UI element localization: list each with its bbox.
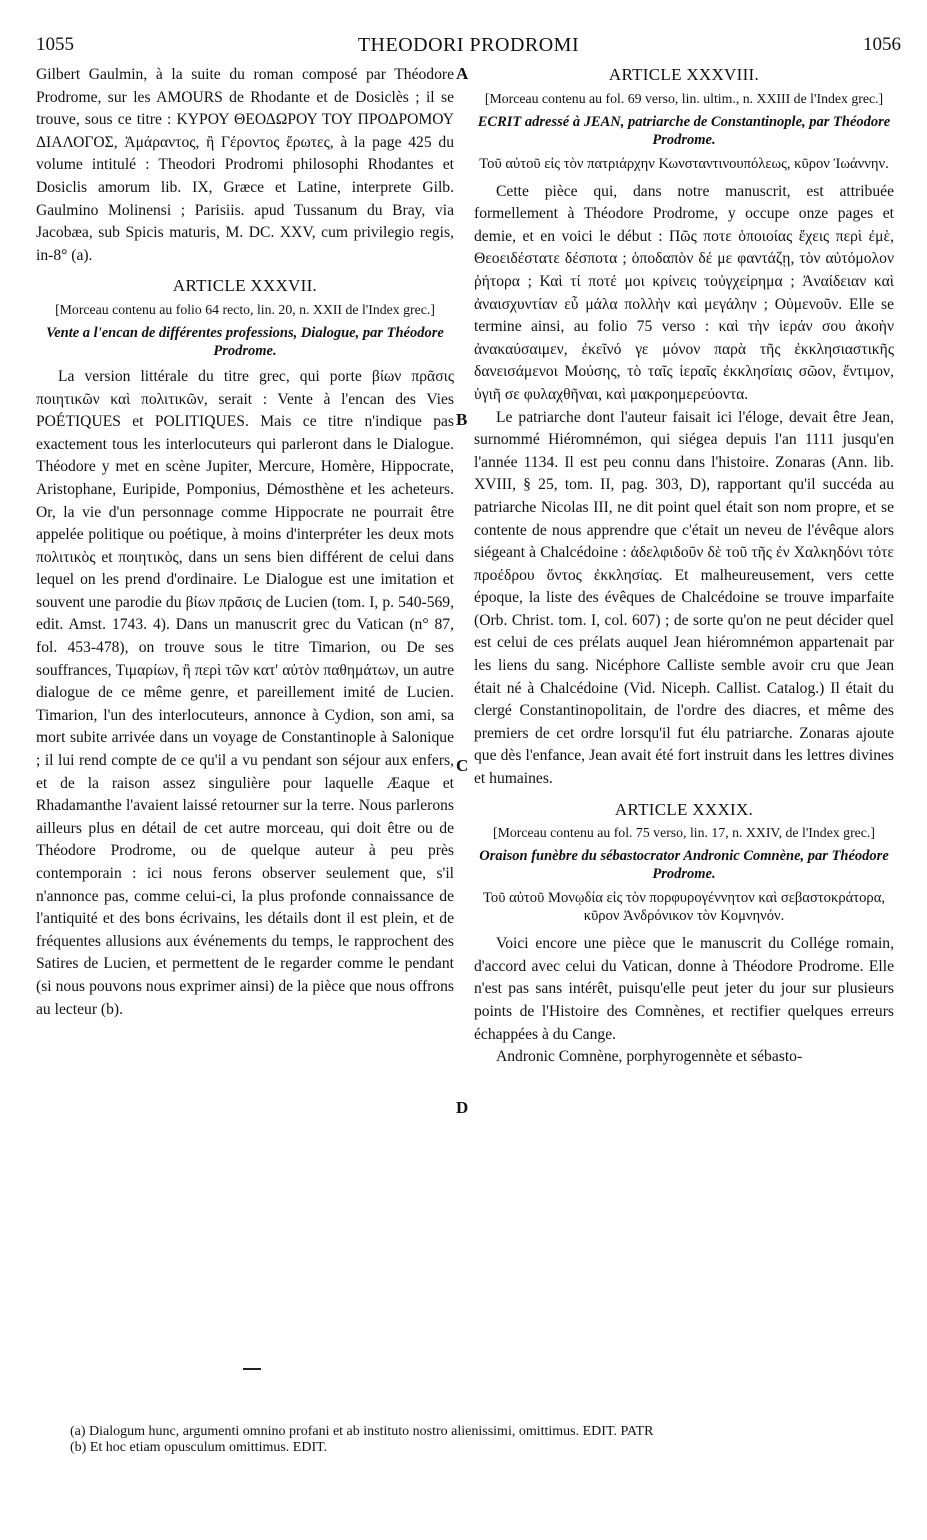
- article-38-paragraph-1: Cette pièce qui, dans notre manuscrit, est attribuée formellement à Théodore Prodrome, y occupe onze pages et demie, et en voici le début : Πῶς ποτε ὁποιοίας ἔχεις περὶ ἐμὲ, Θεοειδέστατε δέσποτα ; ὁποδαπὸν δέ με φαντάζῃ, τὸν αὐτόμολον ῥήτορα ; Καὶ τί ποτέ μοι κρίνεις τοὐγχείρημα ; Ἀναίδειαν καὶ ἀναισχυντίαν εὖ μάλα πολλὴν καὶ μεγάλην ; Οὐμενοῦν. Elle se termine ainsi, au folio 75 verso : καὶ τὴν ἱεράν σου ἀκοὴν ἀνακαύσαιμεν, ἐκεῖνό γε μόνον παρὰ τῆς ἐκκλησιαστικῆς δανεισάμενοι Μούσης, τὸ ταῖς ἱεραῖς ἐκκλησίαις σῶον, ἔντιμον, ὑγιῆ σε φυλαχθῆναι, καὶ μακροημερεύοντα.: [474, 182, 894, 403]
- article-39-greek-title: Τοῦ αὐτοῦ Μονῳδία εἰς τὸν πορφυρογέννητον καὶ σεβαστοκράτορα, κῦρον Ἀνδρόνικον τὸν Κομνηνόν.: [482, 890, 885, 925]
- article-38-heading: ARTICLE XXXVIII.: [608, 65, 760, 84]
- page-number-left: 1055: [36, 34, 74, 55]
- article-38-paragraph-2: Le patriarche dont l'auteur faisait ici l'éloge, devait être Jean, surnommé Hiéromnémon, qui siégea depuis l'an 1111 jusqu'en l'année 1134. Il est peu connu dans l'histoire. Zonaras (Ann. lib. XVIII, § 25, tom. II, pag. 303, D), rapportant qu'il succéda au patriarche Nicolas III, ne dit point quel était son nom propre, et se contente de nous apprendre que c'était un neveu de l'évêque alors siégeant à Chalcédoine : ἀδελφιδοῦν δὲ τοῦ τῆς ἐν Χαλκηδόνι τότε προέδρου ὄντος ἐκκλησίας. Et malheureusement, vers cette époque, la liste des évêques de Chalcédoine se trouve imparfaite (Orb. Christ. tom. I, col. 607) ; de sorte qu'on ne peut décider quel est celui de ces prélats auquel Jean hiéromnémon appartenait par les liens du sang. Nicéphore Calliste semble avoir cru que Jean était né à Chalcédoine (Vid. Niceph. Callist. Catalog.) Il était du clergé Constantinopolitain, de l'ordre des diacres, et même des premiers de cet ordre lorsqu'il fut élu patriarche. Zonaras ajoute que dès l'enfance, Jean avait été fort instruit dans les lettres divines et humaines.: [474, 408, 894, 788]
- article-39-title: Oraison funèbre du sébastocrator Andronic Comnène, par Théodore Prodrome.: [479, 848, 889, 883]
- left-column: [36, 64, 454, 1021]
- page-header: [36, 34, 901, 60]
- article-38-greek-title: Τοῦ αὐτοῦ εἰς τὸν πατριάρχην Κωνσταντινουπόλεως, κῦρον Ἰωάννην.: [479, 155, 889, 172]
- margin-letter-c: C: [456, 756, 469, 775]
- page-number-right: 1056: [863, 34, 901, 55]
- article-39-paragraph-2: Andronic Comnène, porphyrogennète et sébasto-: [496, 1048, 803, 1066]
- margin-letter-a: A: [456, 64, 469, 83]
- margin-letter-b: B: [456, 410, 468, 429]
- article-39-source: [Morceau contenu au fol. 75 verso, lin. 17, n. XXIV, de l'Index grec.]: [493, 825, 875, 841]
- article-39-heading: ARTICLE XXXIX.: [614, 799, 754, 819]
- article-38-source: [Morceau contenu au fol. 69 verso, lin. ultim., n. XXIII de l'Index grec.]: [484, 90, 884, 106]
- end-dash: [243, 1368, 261, 1370]
- article-39-paragraph-1: Voici encore une pièce que le manuscrit du Collége romain, d'accord avec celui du Vatican, donne à Théodore Prodrome. Elle n'est pas sans intérêt, puisqu'elle peut jeter du jour sur plusieurs points de l'Histoire des Comnènes, et rectifier quelques erreurs échappées à du Cange.: [474, 935, 894, 1043]
- intro-paragraph: Gilbert Gaulmin, à la suite du roman composé par Théodore Prodrome, sur les AMOURS de Rhodante et de Dosiclès ; il se trouve, sous ce titre : ΚΥΡΟΥ ΘΕΟΔΩΡΟΥ ΤΟΥ ΠΡΟΔΡΟΜΟΥ ΔΙΑΛΟΓΟΣ, Ἀμάραντος, ἢ Γέροντος ἔρωτες, à la page 425 du volume intitulé : Theodori Prodromi philosophi Rhodantes et Dosiclis amorum lib. IX, Græce et Latine, interprete Gilb. Gaulmino Molinensi ; Parisiis. apud Tussanum du Bray, via Jacobæa, sub Spicis maturis, M. DC. XXV, cum privilegio regis, in-8° (a).: [36, 66, 454, 264]
- article-37-title: Vente a l'encan de différentes professions, Dialogue, par Théodore Prodrome.: [46, 324, 444, 359]
- footnotes: [70, 1424, 653, 1456]
- article-37-paragraph: La version littérale du titre grec, qui porte βίων πρᾶσις ποιητικῶν καὶ πολιτικῶν, serait : Vente à l'encan des Vies POÉTIQUES et POLITIQUES. Mais ce titre n'indique pas exactement tous les interlocuteurs qui parleront dans le Dialogue. Théodore y met en scène Jupiter, Mercure, Homère, Hippocrate, Aristophane, Euripide, Pomponius, Démosthène et les acheteurs. Or, la vie d'un personnage comme Hippocrate ne pourrait être appelée politique ou poétique, à moins d'interpréter les deux mots πολιτικὸς et ποιητικὸς, dans un sens bien différent de celui dans lequel on les prend d'ordinaire. Le Dialogue est une imitation et souvent une parodie du βίων πρᾶσις de Lucien (tom. I, p. 540-569, edit. Amst. 1743. 4). Dans un manuscrit grec du Vatican (n° 87, fol. 453-478), on trouve sous le titre Timarion, ou De ses souffrances, Τιμαρίων, ἢ περὶ τῶν κατ' αὐτὸν παθημάτων, un autre dialogue de ce même genre, et pareillement imité de Lucien. Timarion, l'un des interlocuteurs, annonce à Cydion, son ami, sa mort subite arrivée dans un voyage de Constantinople à Salonique ; il lui rend compte de ce qu'il a vu pendant son séjour aux enfers, et de la raison assez singulière pour laquelle Æaque et Rhadamanthe l'avaient laissé retourner sur la terre. Nous parlerons ailleurs plus en détail de cet autre morceau, qui doit être ou de Théodore Prodrome, ou de quelque auteur à peu près contemporain : ici nous ferons observer seulement que, s'il n'annonce pas, comme celui-ci, la plus profonde connaissance de l'antiquité et des bons écrivains, les détails dont il est plein, et de fréquentes allusions aux événements du temps, le rapprochent des Satires de Lucien, et permettent de le regarder comme le pendant (si nous pouvons nous exprimer ainsi) de la pièce que nous offrons au lecteur (b).: [36, 367, 454, 1018]
- footnote-b: (b) Et hoc etiam opusculum omittimus. EDIT.: [70, 1440, 328, 1455]
- running-title: THEODORI PRODROMI: [357, 34, 580, 56]
- right-column: [474, 64, 894, 1069]
- margin-letter-d: D: [456, 1098, 469, 1117]
- footnote-a: (a) Dialogum hunc, argumenti omnino profani et ab instituto nostro alienissimi, omittimus. EDIT. PATR: [70, 1424, 654, 1439]
- article-38-title: ECRIT adressé à JEAN, patriarche de Constantinople, par Théodore Prodrome.: [477, 113, 891, 148]
- article-37-source: [Morceau contenu au folio 64 recto, lin. 20, n. XXII de l'Index grec.]: [55, 301, 435, 317]
- article-37-heading: ARTICLE XXXVII.: [172, 276, 318, 296]
